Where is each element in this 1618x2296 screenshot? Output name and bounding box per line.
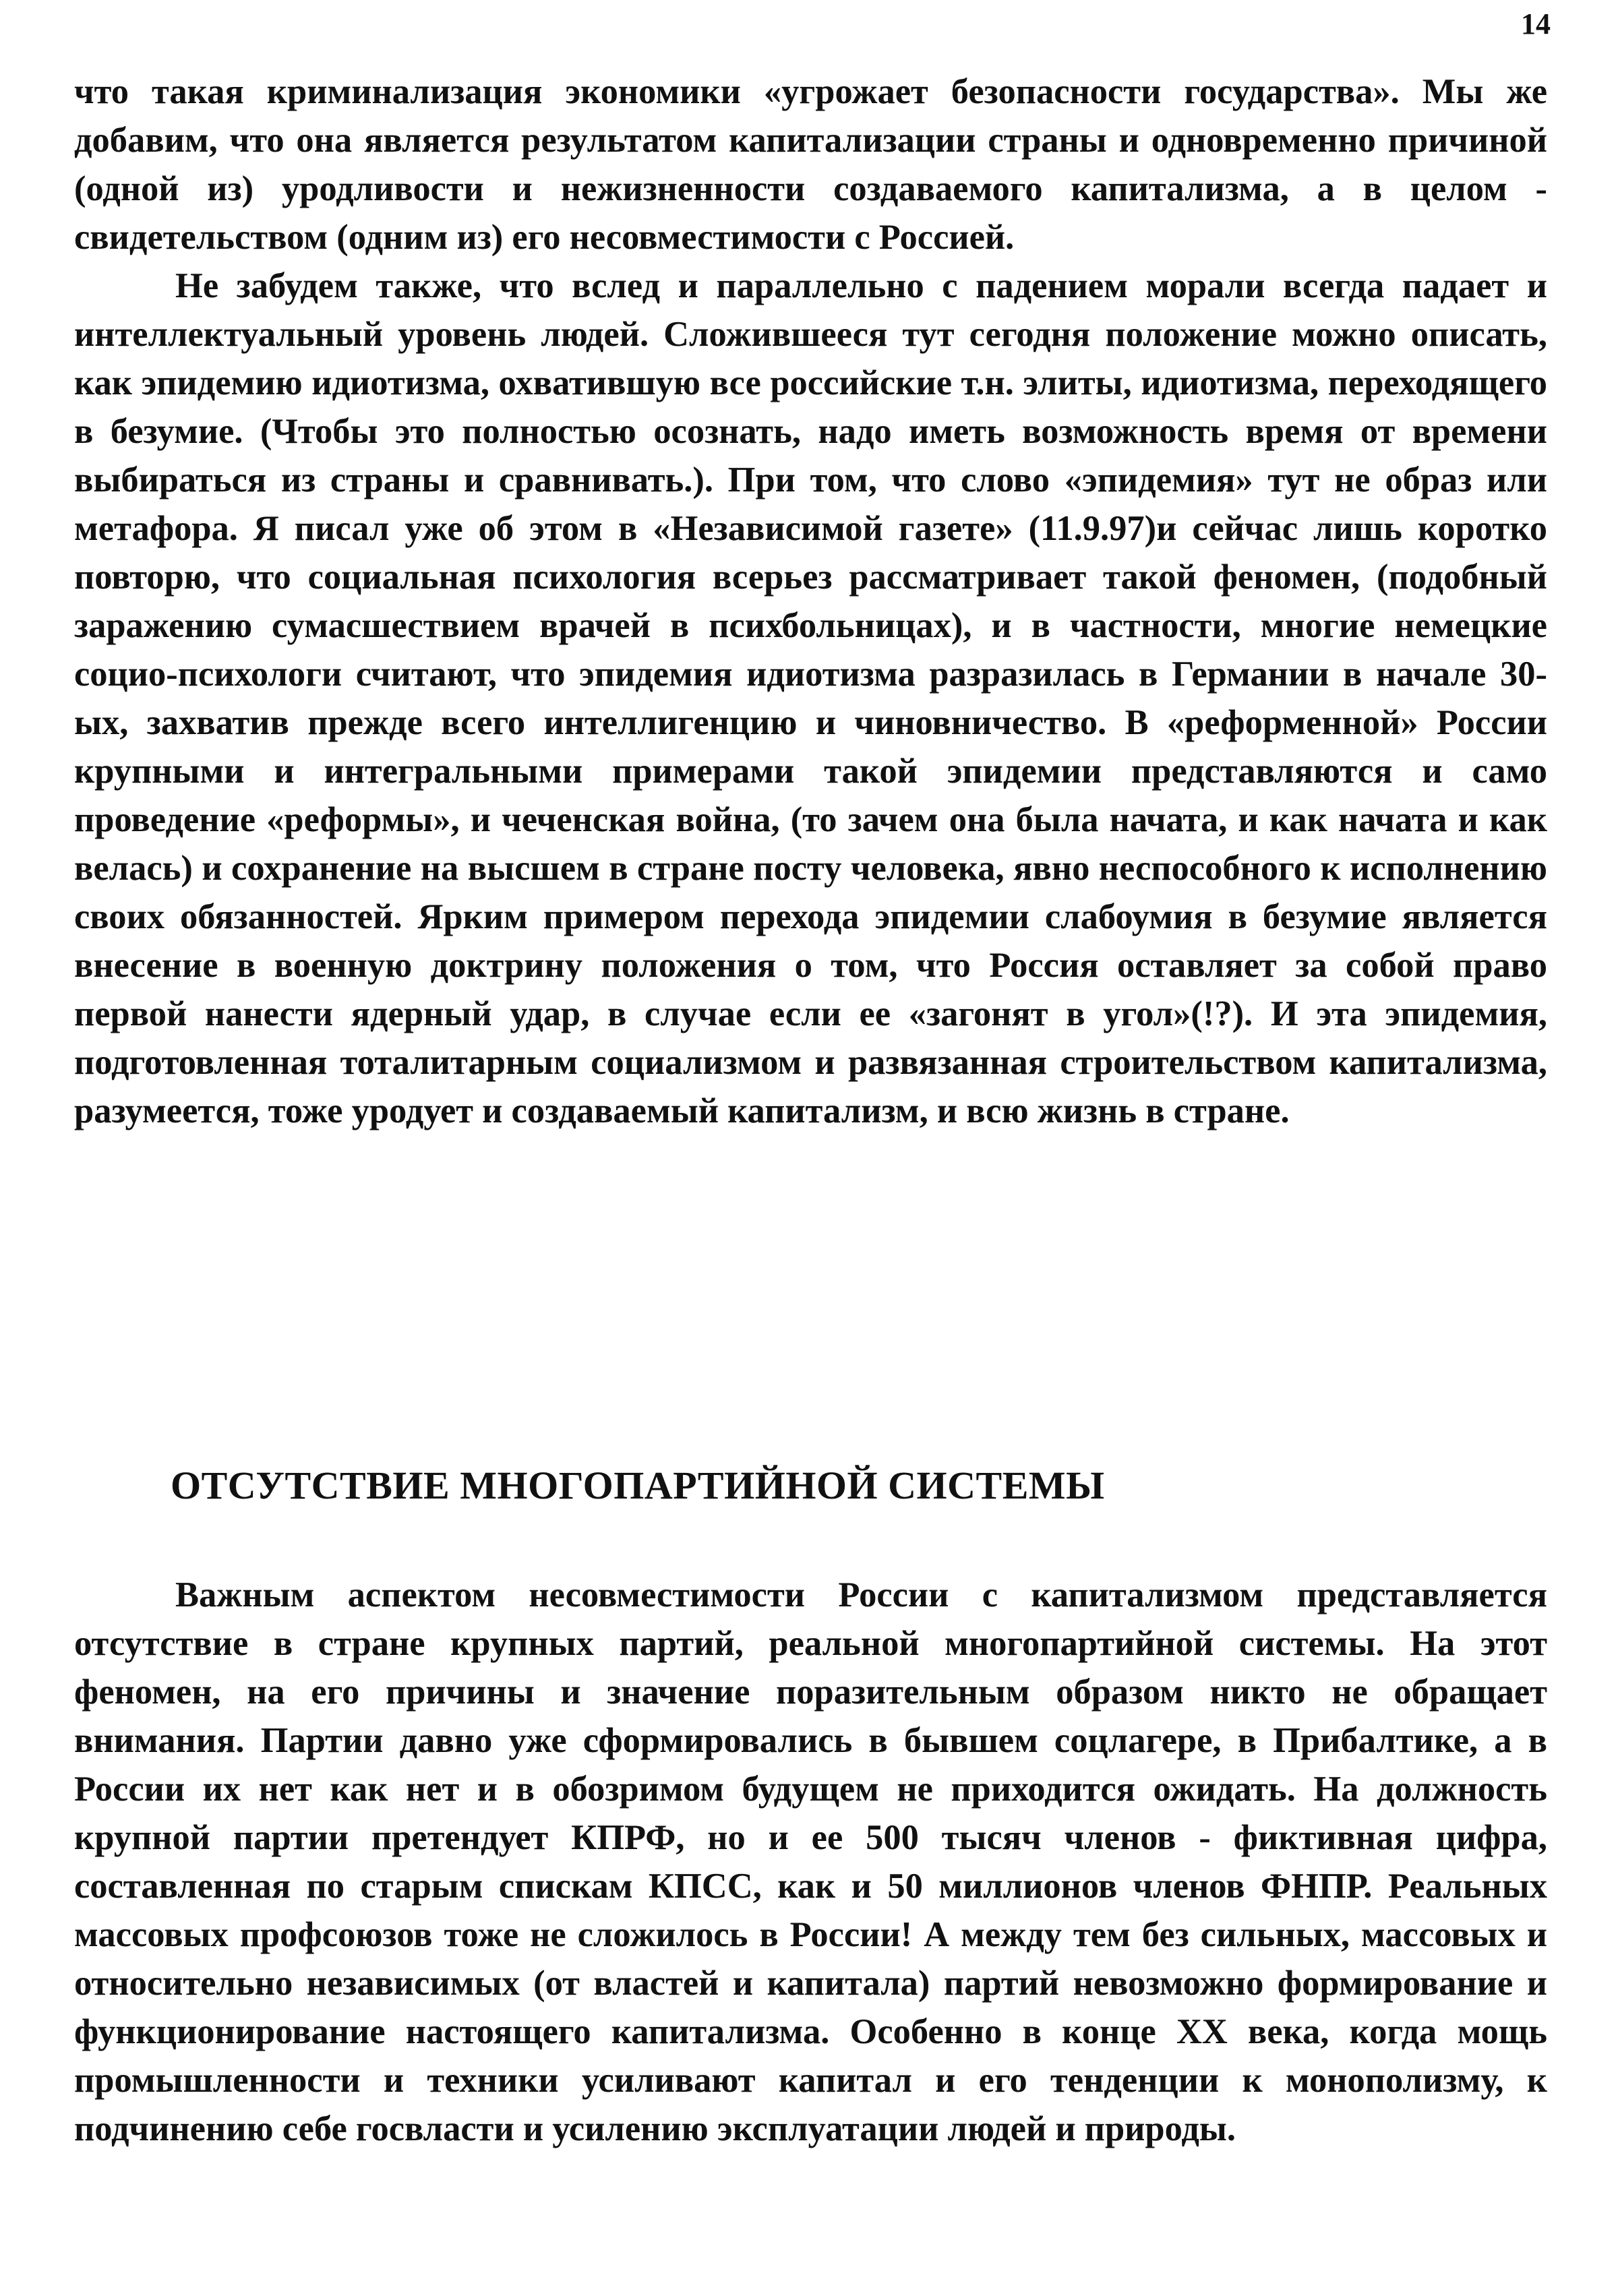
page-number: 14 [1521,7,1551,40]
paragraph-1: что такая криминализация экономики «угрожает безопасности государства». Мы же добавим, что она является результатом капитализации страны и одновременно причиной (одной из) уродливости и нежизненности создаваемого капитализма, а в целом - свидетельством (одним из) его несовместимости с Россией. [74,72,1547,257]
section-1-body [74,67,1547,1135]
section-2-body [74,1571,1547,2153]
section-heading: ОТСУТСТВИЕ МНОГОПАРТИЙНОЙ СИСТЕМЫ [171,1463,1105,1507]
paragraph-3: Важным аспектом несовместимости России с капитализмом представляется отсутствие в стране крупных партий, реальной многопартийной системы. На этот феномен, на его причины и значение поразительным образом никто не обращает внимания. Партии давно уже сформировались в бывшем соцлагере, в Прибалтике, а в России их нет как нет и в обозримом будущем не приходится ожидать. На должность крупной партии претендует КПРФ, но и ее 500 тысяч членов - фиктивная цифра, составленная по старым спискам КПСС, как и 50 миллионов членов ФНПР. Реальных массовых профсоюзов тоже не сложилось в России! А между тем без сильных, массовых и относительно независимых (от властей и капитала) партий невозможно формирование и функционирование настоящего капитализма. Особенно в конце XX века, когда мощь промышленности и техники усиливают капитал и его тенденции к монополизму, к подчинению себе госвласти и усилению эксплуатации людей и природы. [74,1575,1547,2148]
paragraph-2: Не забудем также, что вслед и параллельно с падением морали всегда падает и интеллектуальный уровень людей. Сложившееся тут сегодня положение можно описать, как эпидемию идиотизма, охватившую все российские т.н. элиты, идиотизма, переходящего в безумие. (Чтобы это полностью осознать, надо иметь возможность время от времени выбираться из страны и сравнивать.). При том, что слово «эпидемия» тут не образ или метафора. Я писал уже об этом в «Независимой газете» (11.9.97)и сейчас лишь коротко повторю, что социальная психология всерьез рассматривает такой феномен, (подобный заражению сумасшествием врачей в психбольницах), и в частности, многие немецкие социо-психологи считают, что эпидемия идиотизма разразилась в Германии в начале 30-ых, захватив прежде всего интеллигенцию и чиновничество. В «реформенной» России крупными и интегральными примерами такой эпидемии представляются и само проведение «реформы», и чеченская война, (то зачем она была начата, и как начата и как велась) и сохранение на высшем в стране посту человека, явно неспособного к исполнению своих обязанностей. Ярким примером перехода эпидемии слабоумия в безумие является внесение в военную доктрину положения о том, что Россия оставляет за собой право первой нанести ядерный удар, в случае если ее «загонят в угол»(!?). И эта эпидемия, подготовленная тоталитарным социализмом и развязанная строительством капитализма, разумеется, тоже уродует и создаваемый капитализм, и всю жизнь в стране. [74,266,1547,1130]
